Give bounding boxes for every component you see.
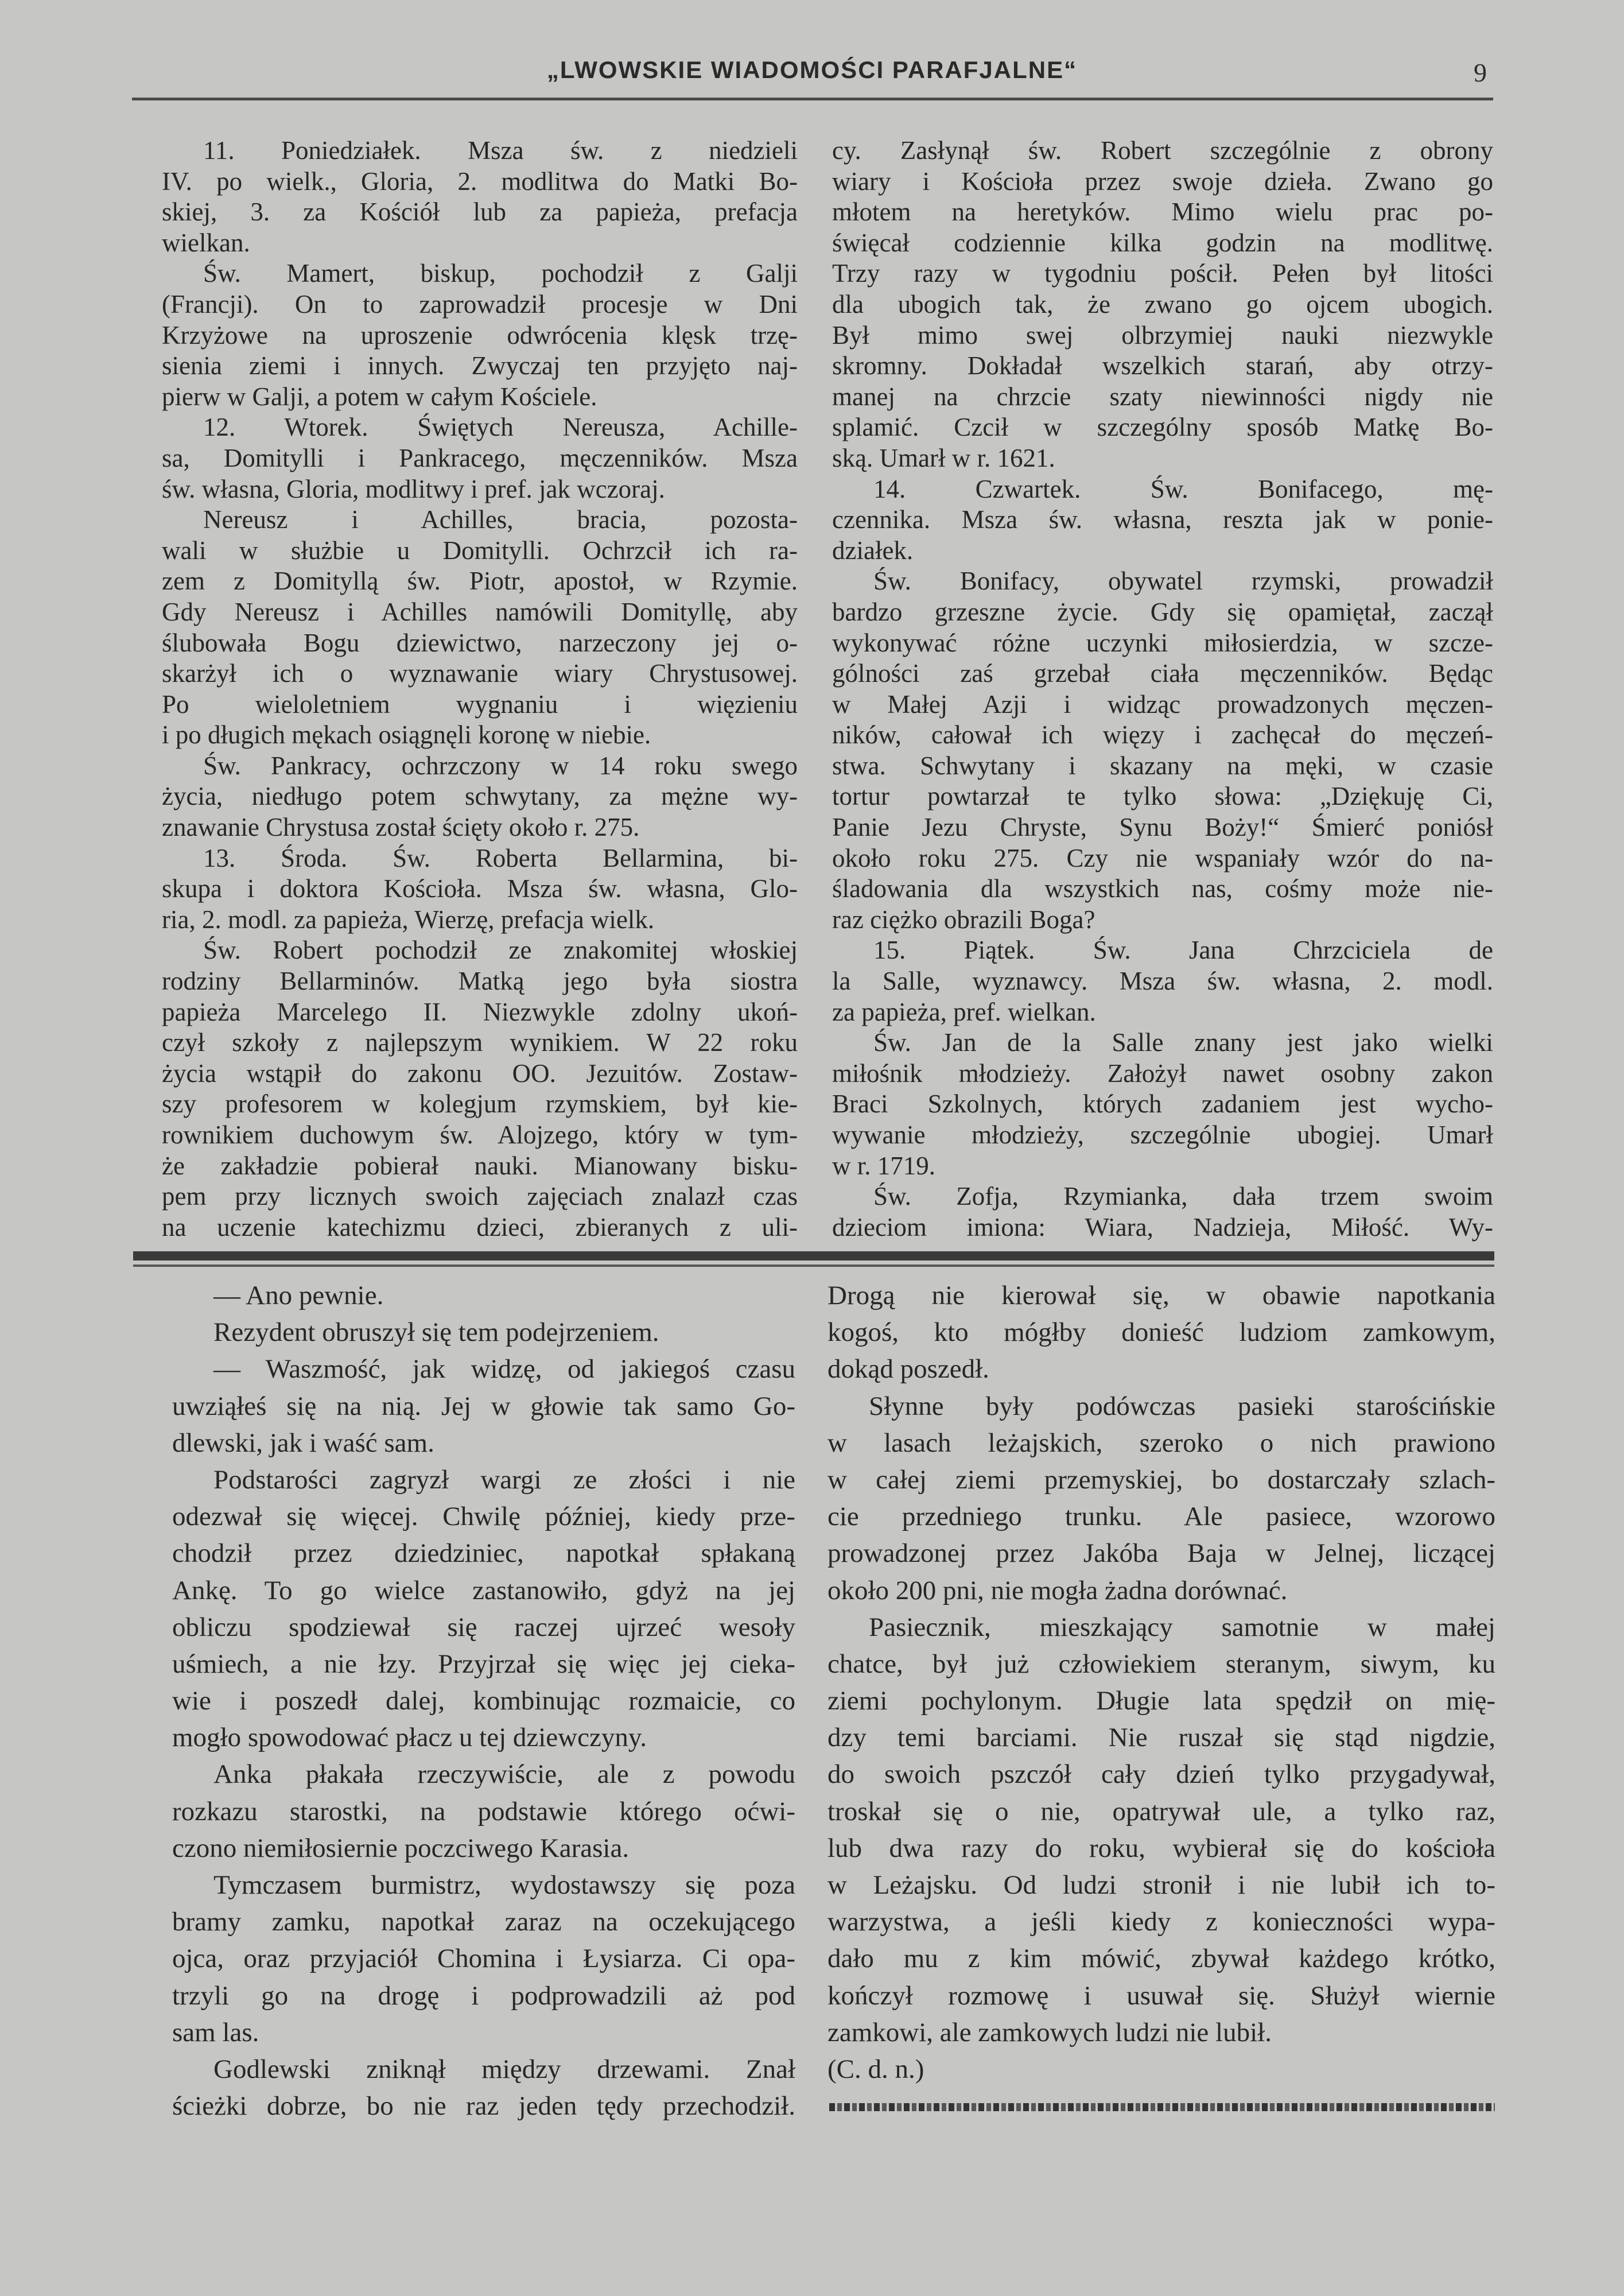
text-line: miłośnik młodzieży. Założył nawet osobny zakon bbox=[832, 1058, 1493, 1088]
paragraph bbox=[162, 935, 798, 1243]
text-line: dzy temi barciami. Nie ruszał się stąd nigdzie, bbox=[827, 1723, 1495, 1753]
text-line: że zakładzie pobierał nauki. Mianowany bisku- bbox=[162, 1151, 798, 1180]
text-line: uśmiech, a nie łzy. Przyjrzał się więc jej cieka- bbox=[172, 1649, 795, 1679]
text-line: kończył rozmowę i usuwał się. Służył wiernie bbox=[827, 1980, 1495, 2011]
text-line: bramy zamku, napotkał zaraz na oczekującego bbox=[172, 1907, 795, 1937]
text-line: Po wieloletniem wygnaniu i więzieniu bbox=[162, 689, 798, 719]
text-line: bardzo grzeszne życie. Gdy się opamiętał, zaczął bbox=[832, 597, 1493, 626]
text-line: w całej ziemi przemyskiej, bo dostarczały szlach- bbox=[827, 1464, 1495, 1495]
text-line: pierw w Galji, a potem w całym Kościele. bbox=[162, 382, 597, 411]
text-line: raz ciężko obrazili Boga? bbox=[832, 905, 1095, 934]
text-line: Rezydent obruszył się tem podejrzeniem. bbox=[213, 1317, 659, 1348]
text-line: manej na chrzcie szaty niewinności nigdy nie bbox=[832, 382, 1493, 411]
paragraph bbox=[162, 751, 798, 843]
paragraph bbox=[172, 1277, 795, 1314]
text-line: zem z Domityllą św. Piotr, apostoł, w Rzymie. bbox=[162, 567, 798, 596]
text-line: sienia ziemi i innych. Zwyczaj ten przyjęto naj- bbox=[162, 351, 798, 381]
text-line: dokąd poszedł. bbox=[827, 1354, 989, 1384]
paragraph bbox=[172, 1461, 795, 1756]
text-line: do swoich pszczół cały dzień tylko przygadywał, bbox=[827, 1759, 1495, 1790]
text-line: czennika. Msza św. własna, reszta jak w ponie- bbox=[832, 505, 1493, 534]
text-line: ria, 2. modl. za papieża, Wierzę, prefacja wielk. bbox=[162, 905, 655, 934]
column-bottom-left bbox=[172, 1277, 795, 2124]
text-line: stwa. Schwytany i skazany na męki, w czasie bbox=[832, 751, 1493, 780]
text-line: rownikiem duchowym św. Alojzego, który w tym- bbox=[162, 1120, 798, 1149]
paragraph bbox=[172, 1867, 795, 2051]
paragraph bbox=[162, 135, 798, 258]
text-line: tortur powtarzał te tylko słowa: „Dziękuję Ci, bbox=[832, 782, 1493, 811]
text-line: kogoś, kto mógłby donieść ludziom zamkowym, bbox=[827, 1317, 1495, 1348]
text-line: Podstarości zagryzł wargi ze złości i nie bbox=[213, 1464, 795, 1495]
text-line: życia wstąpił do zakonu OO. Jezuitów. Zostaw- bbox=[162, 1058, 798, 1088]
paragraph bbox=[827, 1609, 1495, 2051]
paragraph bbox=[832, 1181, 1493, 1243]
text-line: Krzyżowe na uproszenie odwrócenia klęsk trzę- bbox=[162, 320, 798, 350]
text-line: skarżył ich o wyznawanie wiary Chrystusowej. bbox=[162, 659, 798, 688]
text-line: za papieża, pref. wielkan. bbox=[832, 997, 1096, 1026]
text-line: pem przy licznych swoich zajęciach znalazł czas bbox=[162, 1182, 798, 1211]
text-line: dlewski, jak i waść sam. bbox=[172, 1428, 434, 1458]
text-line: ników, całował ich więzy i zachęcał do męczeń- bbox=[832, 720, 1493, 750]
section-divider-rule bbox=[133, 1251, 1494, 1261]
text-line: życia, niedługo potem schwytany, za mężne wy- bbox=[162, 782, 798, 811]
text-line: Św. Bonifacy, obywatel rzymski, prowadził bbox=[873, 567, 1493, 596]
text-line: trzyli go na drogę i podprowadzili aż pod bbox=[172, 1980, 795, 2011]
text-line: skupa i doktora Kościoła. Msza św. własna, Glo- bbox=[162, 874, 798, 903]
paragraph bbox=[832, 566, 1493, 935]
text-line: ziemi pochylonym. Długie lata spędził on mię- bbox=[827, 1686, 1495, 1716]
text-line: (Francji). On to zaprowadził procesje w Dni bbox=[162, 289, 798, 319]
text-line: cy. Zasłynął św. Robert szczególnie z obrony bbox=[832, 136, 1493, 165]
text-line: Anka płakała rzeczywiście, ale z powodu bbox=[213, 1759, 795, 1790]
section-divider-thin-rule bbox=[133, 1265, 1494, 1267]
text-line: Św. Jan de la Salle znany jest jako wielki bbox=[873, 1028, 1493, 1057]
column-bottom-right bbox=[827, 1277, 1495, 2088]
text-line: Św. Mamert, biskup, pochodził z Galji bbox=[203, 259, 798, 288]
paragraph bbox=[172, 1314, 795, 1351]
text-line: la Salle, wyznawcy. Msza św. własna, 2. modl. bbox=[832, 967, 1493, 996]
text-line: ską. Umarł w r. 1621. bbox=[832, 443, 1055, 472]
text-line: chodził przez dziedziniec, napotkał spłakaną bbox=[172, 1538, 795, 1569]
text-line: gólności zaś grzebał ciała męczenników. Będąc bbox=[832, 659, 1493, 688]
text-line: 12. Wtorek. Świętych Nereusza, Achille- bbox=[203, 413, 798, 442]
paragraph bbox=[162, 843, 798, 936]
text-line: rozkazu starostki, na podstawie którego oćwi- bbox=[172, 1796, 795, 1826]
text-line: szy profesorem w kolegjum rzymskiem, był kie- bbox=[162, 1089, 798, 1119]
text-line: wali w służbie u Domitylli. Ochrzcił ich ra- bbox=[162, 536, 798, 565]
text-line: Św. Pankracy, ochrzczony w 14 roku swego bbox=[203, 751, 798, 780]
text-line: dla ubogich tak, że zwano go ojcem ubogich. bbox=[832, 289, 1493, 319]
text-line: Słynne były podówczas pasieki starościńskie bbox=[869, 1391, 1495, 1421]
text-line: wiary i Kościoła przez swoje dzieła. Zwano go bbox=[832, 166, 1493, 196]
text-line: sa, Domitylli i Pankracego, męczenników. Msza bbox=[162, 443, 798, 472]
text-line: Braci Szkolnych, których zadaniem jest wycho- bbox=[832, 1089, 1493, 1119]
text-line: chatce, był już człowiekiem steranym, siwym, ku bbox=[827, 1649, 1495, 1679]
text-line: dzieciom imiona: Wiara, Nadzieja, Miłość. Wy- bbox=[832, 1212, 1493, 1242]
text-line: święcał codziennie kilka godzin na modlitwę. bbox=[832, 228, 1493, 257]
text-line: zamkowi, ale zamkowych ludzi nie lubił. bbox=[827, 2017, 1272, 2047]
ornamental-end-rule bbox=[829, 2103, 1495, 2111]
text-line: 14. Czwartek. Św. Bonifacego, mę- bbox=[873, 474, 1493, 503]
text-line: wie i poszedł dalej, kombinując rozmaicie, co bbox=[172, 1686, 795, 1716]
text-line: około 200 pni, nie mogła żadna dorównać. bbox=[827, 1575, 1288, 1605]
text-line: troskał się o nie, opatrywał ule, a tylko raz, bbox=[827, 1796, 1495, 1826]
paragraph bbox=[832, 135, 1493, 474]
text-line: ojca, oraz przyjaciół Chomina i Łysiarza. Ci opa- bbox=[172, 1944, 795, 1974]
text-line: Godlewski zniknął między drzewami. Znał bbox=[213, 2054, 795, 2084]
text-line: ścieżki dobrze, bo nie raz jeden tędy przechodził. bbox=[172, 2091, 795, 2122]
text-line: działek. bbox=[832, 536, 914, 565]
text-line: św. własna, Gloria, modlitwy i pref. jak wczoraj. bbox=[162, 474, 665, 503]
text-line: Pasiecznik, mieszkający samotnie w małej bbox=[869, 1612, 1495, 1642]
paragraph bbox=[172, 1351, 795, 1461]
text-line: śladowania dla wszystkich nas, cośmy może nie- bbox=[832, 874, 1493, 903]
text-line: 15. Piątek. Św. Jana Chrzciciela de bbox=[873, 936, 1493, 965]
text-line: znawanie Chrystusa został ścięty około r. 275. bbox=[162, 813, 640, 842]
paragraph bbox=[827, 1277, 1495, 1388]
text-line: w Małej Azji i widząc prowadzonych męczen- bbox=[832, 689, 1493, 719]
text-line: czył szkoły z najlepszym wynikiem. W 22 roku bbox=[162, 1028, 798, 1057]
paragraph bbox=[832, 1027, 1493, 1181]
text-line: Św. Robert pochodził ze znakomitej włoskiej bbox=[203, 936, 798, 965]
text-line: Drogą nie kierował się, w obawie napotkania bbox=[827, 1281, 1495, 1310]
text-line: wywanie młodzieży, szczególnie ubogiej. Umarł bbox=[832, 1120, 1493, 1149]
text-line: Tymczasem burmistrz, wydostawszy się poza bbox=[213, 1870, 795, 1900]
paragraph bbox=[162, 258, 798, 412]
text-line: sam las. bbox=[172, 2017, 259, 2047]
text-line: Trzy razy w tygodniu pościł. Pełen był litości bbox=[832, 259, 1493, 288]
text-line: w r. 1719. bbox=[832, 1151, 935, 1180]
paragraph bbox=[172, 2051, 795, 2124]
paragraph bbox=[832, 935, 1493, 1027]
paragraph bbox=[832, 474, 1493, 567]
paragraph bbox=[827, 1388, 1495, 1609]
text-line: 13. Środa. Św. Roberta Bellarmina, bi- bbox=[203, 843, 798, 872]
text-line: splamić. Czcił w szczególny sposób Matkę Bo- bbox=[832, 413, 1493, 442]
column-top-right bbox=[832, 135, 1493, 1243]
text-line: ślubowała Bogu dziewictwo, narzeczony jej o- bbox=[162, 628, 798, 657]
text-line: około roku 275. Czy nie wspaniały wzór do na- bbox=[832, 843, 1493, 872]
text-line: w lasach leżajskich, szeroko o nich prawiono bbox=[827, 1428, 1495, 1458]
text-line: mogło spowodować płacz u tej dziewczyny. bbox=[172, 1723, 647, 1753]
text-line: na uczenie katechizmu dzieci, zbieranych z uli- bbox=[162, 1212, 798, 1242]
text-line: wielkan. bbox=[162, 228, 250, 257]
text-line: lub dwa razy do roku, wybierał się do kościoła bbox=[827, 1833, 1495, 1863]
text-line: Był mimo swej olbrzymiej nauki niezwykle bbox=[832, 320, 1493, 350]
column-top-left bbox=[162, 135, 798, 1243]
text-line: uwziąłeś się na nią. Jej w głowie tak samo Go- bbox=[172, 1391, 795, 1421]
text-line: IV. po wielk., Gloria, 2. modlitwa do Matki Bo- bbox=[162, 166, 798, 196]
text-line: — Ano pewnie. bbox=[213, 1281, 384, 1310]
text-line: Panie Jezu Chryste, Synu Boży!“ Śmierć poniósł bbox=[832, 813, 1493, 842]
text-line: Św. Zofja, Rzymianka, dała trzem swoim bbox=[873, 1182, 1493, 1211]
text-line: Gdy Nereusz i Achilles namówili Domityllę, aby bbox=[162, 597, 798, 626]
paragraph bbox=[162, 505, 798, 751]
text-line: Ankę. To go wielce zastanowiło, gdyż na jej bbox=[172, 1575, 795, 1605]
text-line: skromny. Dokładał wszelkich starań, aby otrzy- bbox=[832, 351, 1493, 381]
text-line: obliczu spodziewał się raczej ujrzeć wesoły bbox=[172, 1612, 795, 1642]
text-line: skiej, 3. za Kościół lub za papieża, prefacja bbox=[162, 197, 798, 227]
running-header: „LWOWSKIE WIADOMOŚCI PARAFJALNE“ bbox=[546, 56, 1078, 83]
text-line: warzystwa, a jeśli kiedy z konieczności wypa- bbox=[827, 1907, 1495, 1937]
text-line: — Waszmość, jak widzę, od jakiegoś czasu bbox=[213, 1354, 795, 1384]
text-line: rodziny Bellarminów. Matką jego była siostra bbox=[162, 967, 798, 996]
paragraph bbox=[162, 412, 798, 505]
text-line: odezwał się więcej. Chwilę później, kiedy prze- bbox=[172, 1502, 795, 1532]
to-be-continued-note: (C. d. n.) bbox=[827, 2054, 924, 2084]
text-line: młotem na heretyków. Mimo wielu prac po- bbox=[832, 197, 1493, 227]
header-rule bbox=[132, 98, 1493, 100]
text-line: czono niemiłosiernie poczciwego Karasia. bbox=[172, 1833, 630, 1863]
text-line: wykonywać różne uczynki miłosierdzia, w szcze- bbox=[832, 628, 1493, 657]
page-number: 9 bbox=[1474, 58, 1487, 87]
paragraph bbox=[172, 1756, 795, 1867]
text-line: w Leżajsku. Od ludzi stronił i nie lubił ich to- bbox=[827, 1870, 1495, 1900]
text-line: prowadzonej przez Jakóba Baja w Jelnej, liczącej bbox=[827, 1538, 1495, 1569]
text-line: i po długich mękach osiągnęli koronę w niebie. bbox=[162, 720, 651, 750]
text-line: Nereusz i Achilles, bracia, pozosta- bbox=[203, 505, 798, 534]
text-line: dało mu z kim mówić, zbywał każdego krótko, bbox=[827, 1944, 1495, 1974]
text-line: 11. Poniedziałek. Msza św. z niedzieli bbox=[203, 136, 798, 165]
text-line: cie przedniego trunku. Ale pasiece, wzorowo bbox=[827, 1502, 1495, 1532]
text-line: papieża Marcelego II. Niezwykle zdolny ukoń- bbox=[162, 997, 798, 1026]
